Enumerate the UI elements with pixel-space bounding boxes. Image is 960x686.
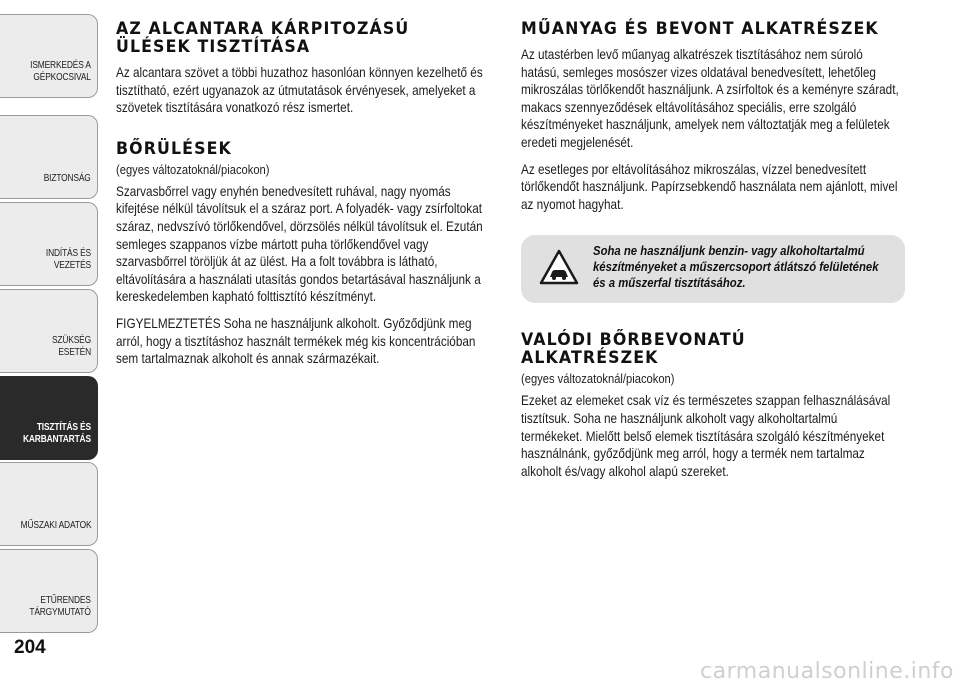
paragraph: Az utastérben levő műanyag alkatrészek tisztításához nem súroló hatású, semleges mosószer vizes oldatával benedvesített, lehetőleg mikroszálas törlőkendőt használjunk. A zsírfoltok és a keményre száradt, makacs szennyeződések eltávolításához speciális, erre szolgáló készítményeket használjunk, amelyek nem változtatják meg a felületek eredeti megjelenését. [521,47,899,150]
section-title-plastic-parts: MŰANYAG ÉS BEVONT ALKATRÉSZEK [521,19,879,39]
section-subtitle: (egyes változatoknál/piacokon) [521,371,675,387]
left-column [116,20,501,377]
tab-emergency[interactable]: SZÜKSÉG ESETÉN [0,289,98,373]
tab-technical-data[interactable]: MŰSZAKI ADATOK [0,462,98,546]
paragraph: Az esetleges por eltávolításához mikroszálas, vízzel benedvesített törlőkendőt használjunk. Papírzsebkendő használata nem ajánlott, mivel az nyomot hagyhat. [521,161,898,212]
paragraph: Ezeket az elemeket csak víz és természetes szappan felhasználásával tisztítsuk. Soha ne használjunk alkoholt vagy alkoholtartalmú termékeket. Mielőtt belső elemek tisztítására szolgáló készítményeket használnánk, győződjünk meg arról, hogy a termék nem tartalmaz alkoholt és/vagy alkohol alapú szereket. [521,393,891,479]
chapter-tabs [0,0,100,640]
section-subtitle: (egyes változatoknál/piacokon) [116,161,270,177]
tab-getting-to-know[interactable]: ISMERKEDÉS A GÉPKOCSIVAL [0,14,98,98]
section-title-genuine-leather: VALÓDI BŐRBEVONATÚ ALKATRÉSZEK [521,330,746,369]
warning-box [521,235,905,303]
warning-triangle-icon [539,249,579,285]
paragraph-warning: FIGYELMEZTETÉS Soha ne használjunk alkoholt. Győződjünk meg arról, hogy a tisztításhoz használt termékek még kis koncentrációban sem tartalmaznak alkoholt és annak származékait. [116,315,476,367]
warning-text: Soha ne használjunk benzin- vagy alkoholtartalmú készítményeket a műszercsoport átlátszó felületének és a műszerfal tisztításához. [593,243,879,291]
paragraph: Szarvasbőrrel vagy enyhén benedvesített ruhával, nagy nyomás kifejtése nélkül távolítsuk el a száraz port. A folyadék- vagy zsírfoltokat száraz, nedvszívó törlőkendővel, dörzsölés nélkül távolítsuk el. Ezután semleges szappanos vízbe mártott puha törlőkendővel vagy szarvasbőrrel töröljük át az ülést. Ha a folt továbbra is látható, eltávolítására a használati utasítás gondos betartásával használjunk a kereskedelemben kapható folttisztító készítményt. [116,183,483,305]
watermark: carmanualsonline.info [700,659,954,684]
tab-cleaning-maintenance[interactable]: TISZTÍTÁS ÉS KARBANTARTÁS [0,376,98,460]
tab-safety[interactable]: BIZTONSÁG [0,115,98,199]
tab-starting-driving[interactable]: INDÍTÁS ÉS VEZETÉS [0,202,98,286]
section-title-alcantara: AZ ALCANTARA KÁRPITOZÁSÚ ÜLÉSEK TISZTÍTÁSA [116,19,410,57]
section-title-leather-seats: BŐRÜLÉSEK [116,138,232,159]
page-number: 204 [14,637,46,658]
tab-index[interactable]: ETŰRENDES TÁRGYMUTATÓ [0,549,98,633]
paragraph: Az alcantara szövet a többi huzathoz hasonlóan könnyen kezelhető és tisztítható, ezért ugyanazok az útmutatások érvényesek, amelyeket a szövetek tisztítására vonatkozó rész ismertet. [116,65,483,116]
right-column [521,20,906,489]
